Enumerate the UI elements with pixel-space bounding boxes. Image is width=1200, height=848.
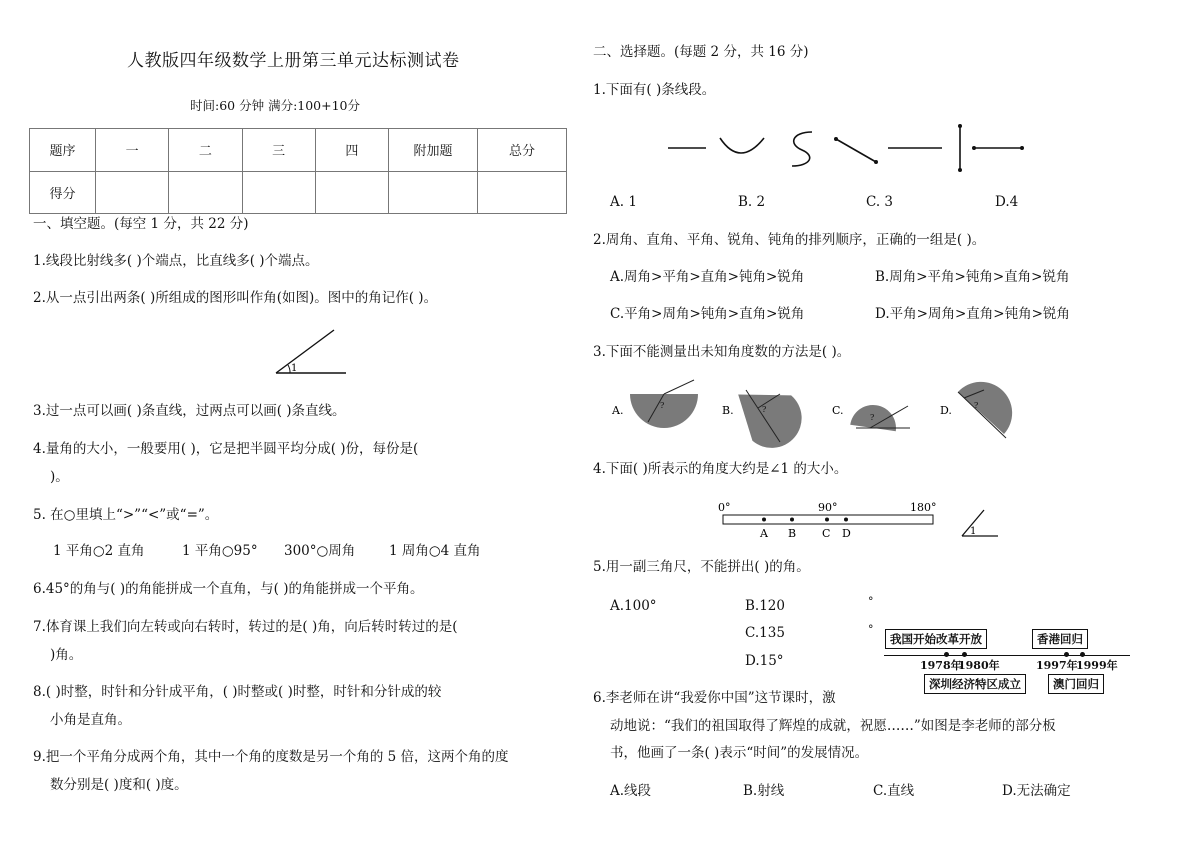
protractor-option-a[interactable] [608,384,708,432]
score-cell[interactable] [315,171,388,214]
question-text: 2.从一点引出两条( )所组成的图形叫作角(如图)。图中的角记作( )。 [33,290,438,306]
option-c[interactable]: C.135 [745,625,785,641]
question-text: 数分别是( )度和( )度。 [50,777,188,793]
ruler-diagram [716,500,1006,544]
question-text: 书，他画了一条( )表示“时间”的发展情况。 [610,745,869,761]
question-text: 3.过一点可以画( )条直线，过两点可以画( )条直线。 [33,403,346,419]
option-b[interactable]: B.120 [745,598,785,614]
compare-item: 300°○周角 [284,543,356,559]
section-heading: 一、填空题。(每空 1 分，共 22 分) [33,216,249,232]
question-text: 1.下面有( )条线段。 [593,82,716,98]
question-text: 8.( )时整，时针和分针成平角，( )时整或( )时整，时针和分针成的较 [33,684,442,700]
year-label: 1997年 [1036,659,1078,672]
question-text: 动地说：“我们的祖国取得了辉煌的成就，祝愿……”如图是李老师的部分板 [610,718,1056,734]
option-label: A. [612,404,624,417]
line-figures [660,122,1030,174]
table-cell: 一 [96,129,169,172]
year-label: 1980年 [958,659,1000,672]
table-row [30,171,567,214]
protractor-option-d[interactable] [938,384,1018,444]
score-cell[interactable] [96,171,169,214]
event-label: 香港回归 [1032,629,1088,649]
score-table [29,128,567,214]
point-label: A [760,527,768,540]
option-b[interactable]: B. 2 [738,194,766,210]
question-text: 6.45°的角与( )的角能拼成一个直角，与( )的角能拼成一个平角。 [33,581,424,597]
table-cell: 题序 [30,129,96,172]
ruler-label-90: 90° [818,501,838,514]
ruler-label-180: 180° [910,501,937,514]
event-label: 澳门回归 [1048,674,1104,694]
table-cell: 四 [315,129,388,172]
option-d[interactable]: D.15° [745,653,784,669]
option-d[interactable]: D.无法确定 [1002,783,1071,799]
point-label: C [822,527,831,540]
question-text: 6.李老师在讲“我爱你中国”这节课时，激 [593,690,836,706]
ruler-label-0: 0° [718,501,731,514]
table-cell: 总分 [478,129,567,172]
option-c[interactable]: C.直线 [873,783,915,799]
svg-text:?: ? [870,413,875,422]
exam-subtitle: 时间:60 分钟 满分:100+10分 [190,98,361,113]
option-c[interactable]: C.平角>周角>钝角>直角>锐角 [610,306,805,322]
table-row [30,129,567,172]
angle-label: 1 [970,526,977,537]
option-b[interactable]: B.射线 [743,783,785,799]
degree-mark: ° [868,623,874,636]
question-text: 3.下面不能测量出未知角度数的方法是( )。 [593,344,851,360]
event-label: 我国开始改革开放 [885,629,987,649]
option-d[interactable]: D.4 [995,194,1019,210]
compare-item: 1 平角○95° [182,543,258,559]
event-label: 深圳经济特区成立 [924,674,1026,694]
score-cell[interactable] [478,171,567,214]
table-cell: 二 [169,129,242,172]
year-label: 1978年 [920,659,962,672]
compare-item: 1 平角○2 直角 [53,543,145,559]
option-c[interactable]: C. 3 [866,194,894,210]
question-text: 小角是直角。 [50,712,131,728]
year-label: 1999年 [1076,659,1118,672]
score-cell[interactable] [242,171,315,214]
question-text: )。 [50,469,69,485]
question-text: 2.周角、直角、平角、锐角、钝角的排列顺序，正确的一组是( )。 [593,232,986,248]
option-d[interactable]: D.平角>周角>直角>钝角>锐角 [875,306,1070,322]
question-text: 7.体育课上我们向左转或向右转时，转过的是( )角，向后转时转过的是( [33,619,458,635]
score-cell[interactable] [169,171,242,214]
question-text: 4.下面( )所表示的角度大约是∠1 的大小。 [593,461,848,477]
point-label: B [788,527,797,540]
timeline-figure [884,626,1132,696]
point-label: D [842,527,851,540]
protractor-option-c[interactable] [830,392,920,436]
question-text: 1.线段比射线多( )个端点，比直线多( )个端点。 [33,253,319,269]
question-text: )角。 [50,647,83,663]
question-text: 5.用一副三角尺，不能拼出( )的角。 [593,559,810,575]
option-label: C. [832,404,844,417]
angle-diagram [274,328,350,378]
svg-text:?: ? [660,401,665,410]
compare-item: 1 周角○4 直角 [389,543,481,559]
option-b[interactable]: B.周角>平角>钝角>直角>锐角 [875,269,1070,285]
degree-mark: ° [868,595,874,608]
option-a[interactable]: A.周角>平角>直角>钝角>锐角 [610,269,805,285]
score-cell[interactable] [389,171,478,214]
option-a[interactable]: A. 1 [610,194,637,210]
page-title: 人教版四年级数学上册第三单元达标测试卷 [127,51,460,71]
timeline-axis [884,655,1130,656]
section-heading: 二、选择题。(每题 2 分，共 16 分) [593,44,809,60]
table-cell: 三 [242,129,315,172]
angle-label: 1 [291,363,298,374]
table-cell: 得分 [30,171,96,214]
question-text: 9.把一个平角分成两个角，其中一个角的度数是另一个角的 5 倍，这两个角的度 [33,749,509,765]
svg-text:?: ? [762,405,767,414]
option-a[interactable]: A.100° [610,598,657,614]
protractor-option-b[interactable] [718,384,808,444]
question-text: 5. 在○里填上“>”“<”或“=”。 [33,507,219,523]
table-cell: 附加题 [389,129,478,172]
option-label: D. [940,404,952,417]
question-text: 4.量角的大小，一般要用( )，它是把半圆平均分成( )份，每份是( [33,441,419,457]
option-label: B. [722,404,734,417]
option-a[interactable]: A.线段 [610,783,652,799]
svg-text:?: ? [974,401,979,410]
